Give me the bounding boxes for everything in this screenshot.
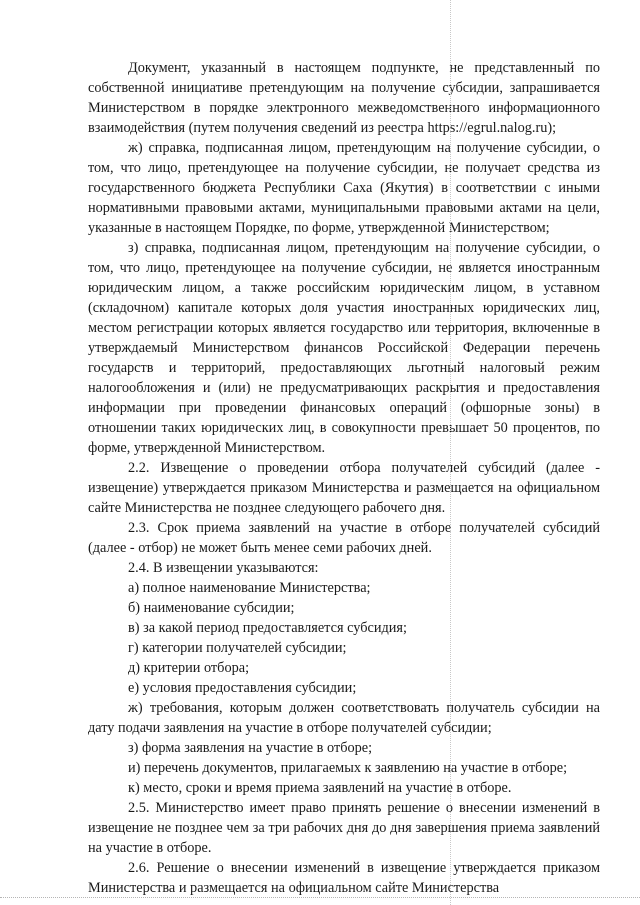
paragraph-zh-budget-certificate: ж) справка, подписанная лицом, претендующим на получение субсидии, о том, что лицо, претендующее на получение субсидии, не получает средства из государственного бюджета Республики Саха (Якутия) в соответствии с иными нормативными правовыми актами, муниципальными правовыми актами на цели, указанные в настоящем Порядке, по форме, утвержденной Министерством;	[88, 140, 600, 236]
page-bottom-edge	[0, 897, 640, 898]
paragraph-z-foreign-entity-certificate: з) справка, подписанная лицом, претендующим на получение субсидии, о том, что лицо, претендующее на получение субсидии, не является иностранным юридическим лицом, а также российским юридическим лицом, в уставном (складочном) капитале которых доля участия иностранных юридических лиц, местом регистрации которых является государство или территория, включенные в утверждаемый Министерством финансов Российской Федерации перечень государств и территорий, предоставляющих льготный налоговый режим налогообложения и (или) не предусматривающих раскрытия и предоставления информации при проведении финансовых операций (офшорные зоны) в отношении таких юридических лиц, в совокупности превышает 50 процентов, по форме, утвержденной Министерством.	[88, 240, 600, 456]
paragraph-2-4-notice-contents: 2.4. В извещении указываются:	[128, 560, 319, 576]
list-item-a: а) полное наименование Министерства;	[128, 580, 371, 596]
list-item-b: б) наименование субсидии;	[128, 600, 295, 616]
list-item-k: к) место, сроки и время приема заявлений на участие в отборе.	[128, 780, 512, 796]
list-item-v: в) за какой период предоставляется субсидия;	[128, 620, 407, 636]
list-item-i: и) перечень документов, прилагаемых к заявлению на участие в отборе;	[128, 760, 568, 776]
list-item-z: з) форма заявления на участие в отборе;	[128, 740, 373, 756]
paragraph-egrul-request: Документ, указанный в настоящем подпункте, не представленный по собственной инициативе претендующим на получение субсидии, запрашивается Министерством в порядке электронного межведомственного информационного взаимодействия (путем получения сведений из реестра https://egrul.nalog.ru);	[88, 60, 600, 136]
paragraph-2-6-amendment-order: 2.6. Решение о внесении изменений в извещение утверждается приказом Министерства и размещается на официальном сайте Министерства	[88, 860, 600, 896]
list-item-zh: ж) требования, которым должен соответствовать получатель субсидии на дату подачи заявления на участие в отборе получателей субсидии;	[88, 700, 600, 736]
paragraph-2-2-notice: 2.2. Извещение о проведении отбора получателей субсидий (далее - извещение) утверждается приказом Министерства и размещается на официальном сайте Министерства не позднее следующего рабочего дня.	[88, 460, 600, 516]
list-item-d: д) критерии отбора;	[128, 660, 250, 676]
paragraph-2-3-deadline: 2.3. Срок приема заявлений на участие в отборе получателей субсидий (далее - отбор) не может быть менее семи рабочих дней.	[88, 520, 600, 556]
page-fold-line	[450, 0, 451, 905]
list-item-e: е) условия предоставления субсидии;	[128, 680, 357, 696]
paragraph-2-5-amendments: 2.5. Министерство имеет право принять решение о внесении изменений в извещение не позднее чем за три рабочих дня до дня завершения приема заявлений на участие в отборе.	[88, 800, 600, 856]
list-item-g: г) категории получателей субсидии;	[128, 640, 347, 656]
document-text	[88, 58, 600, 898]
